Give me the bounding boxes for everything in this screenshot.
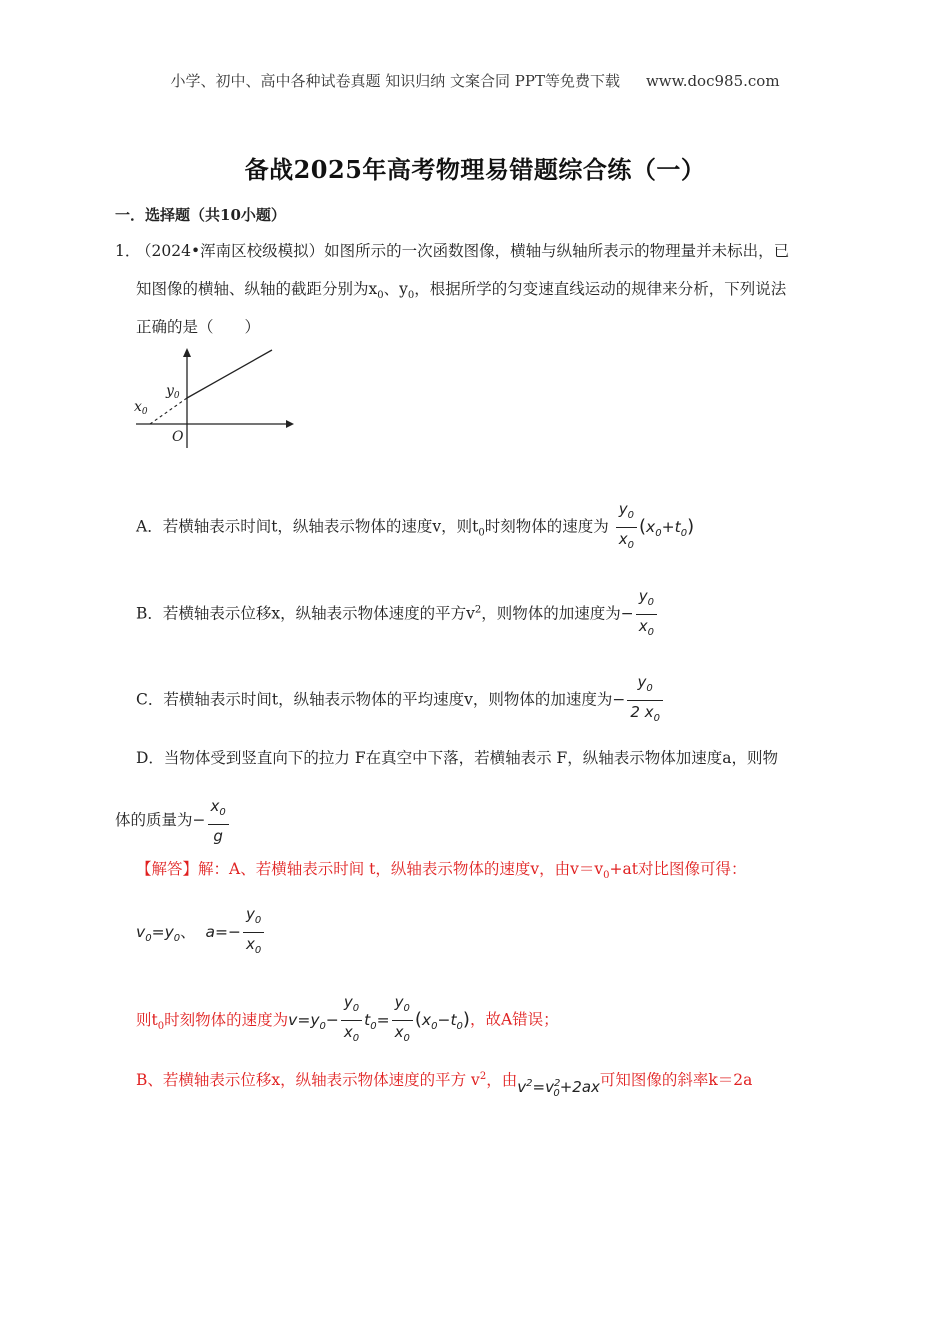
option-b-fraction: $\frac{y_0}{x_0}$ — [636, 587, 657, 642]
header-text: 小学、初中、高中各种试卷真题 知识归纳 文案合同 PPT等免费下载 — [170, 72, 620, 90]
option-d[interactable]: D．当物体受到竖直向下的拉力 F在真空中下落，若横轴表示 F，纵轴表示物体加速度a，则物 — [136, 749, 779, 767]
option-d-continued: 体的质量为− $\frac{x_0}{g}$ — [115, 797, 231, 845]
page-header — [0, 70, 950, 91]
option-d-fraction: $\frac{x_0}{g}$ — [208, 797, 229, 845]
y-axis-arrow — [183, 348, 191, 357]
option-c-fraction: $\frac{y_0}{2 x_0}$ — [627, 673, 663, 728]
question-number: 1． — [115, 242, 141, 260]
origin-label: O — [172, 429, 184, 445]
answer-line-3: 则$t_0$时刻物体的速度为$v=y_0-$ $\frac{y_0}{x_0}$ $t_0=$ $\frac{y_0}{x_0}$ $(x_0-t_0)$，故A错误； — [136, 993, 559, 1044]
option-b[interactable]: B．若横轴表示位移x，纵轴表示物体速度的平方$v^2$，则物体的加速度为− $\frac{y_0}{x_0}$ — [136, 587, 659, 642]
answer-a-fraction: $\frac{y_0}{x_0}$ — [243, 905, 264, 960]
question-line-3: 正确的是（ ） — [136, 318, 261, 336]
option-a-fraction: $\frac{y_0}{x_0}$ — [616, 500, 637, 555]
page-title: 备战2025年高考物理易错题综合练（一） — [244, 155, 706, 184]
graph-extension-dashed — [150, 398, 187, 424]
x-axis-arrow — [286, 420, 294, 428]
answer-line-4: B、若横轴表示位移x，纵轴表示物体速度的平方 $v^2$，由$v^2=v^2_0+2ax$可知图像的斜率k＝2a — [136, 1071, 753, 1100]
header-site-link[interactable]: www.doc985.com — [645, 72, 780, 90]
graph-line — [187, 350, 272, 398]
y0-label: $y_0$ — [166, 383, 180, 401]
x0-label: $x_0$ — [134, 399, 148, 417]
question-line-2: 知图像的横轴、纵轴的截距分别为$x_0$、$y_0$，根据所学的匀变速直线运动的规律来分析，下列说法 — [136, 280, 787, 302]
answer-equation-1: $v_0=y_0$、 a=− $\frac{y_0}{x_0}$ — [136, 905, 266, 962]
question-line-1: （2024•浑南区校级模拟）如图所示的一次函数图像，横轴与纵轴所表示的物理量并未标出，已 — [136, 242, 790, 260]
linear-graph-figure — [128, 345, 298, 450]
section-heading: 一．选择题（共10小题） — [115, 206, 286, 224]
option-c[interactable]: C．若横轴表示时间t，纵轴表示物体的平均速度v，则物体的加速度为− $\frac{y_0}{2 x_0}$ — [136, 673, 665, 728]
option-a[interactable]: A．若横轴表示时间t，纵轴表示物体的速度v，则$t_0$时刻物体的速度为 $\frac{y_0}{x_0}$ $(x_0+t_0)$ — [136, 500, 694, 557]
answer-line-1: 【解答】解：A、若横轴表示时间 t，纵轴表示物体的速度v，由$v=v_0+at$对比图像可得： — [136, 860, 747, 882]
